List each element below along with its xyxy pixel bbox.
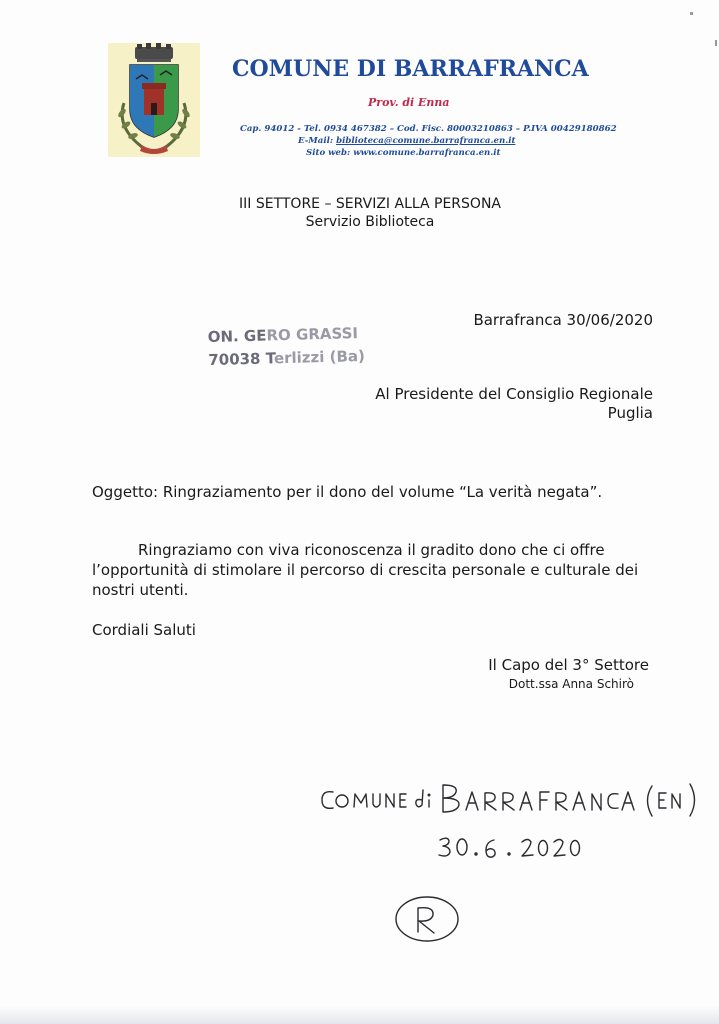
stamp-line-2-light: erlizzi (Ba): [273, 346, 366, 368]
department-title: III SETTORE – SERVIZI ALLA PERSONA: [239, 196, 501, 212]
addressee-stamp: [207, 322, 365, 372]
letter-body: [92, 540, 662, 600]
website-label: Sito web:: [306, 148, 354, 158]
email-link[interactable]: biblioteca@comune.barrafranca.en.it: [336, 136, 516, 146]
email-line: [298, 136, 515, 146]
closing-greeting: Cordiali Saluti: [92, 621, 196, 639]
service-name: Servizio Biblioteca: [305, 214, 435, 230]
stamp-line-2-dark: 70038 T: [208, 349, 275, 370]
email-label: E-Mail:: [298, 136, 337, 146]
recipient-line-2: Puglia: [607, 404, 653, 422]
handwritten-receipt-note: [300, 770, 719, 964]
letter-subject: Oggetto: Ringraziamento per il dono del volume “La verità negata”.: [92, 483, 603, 501]
place-and-date: Barrafranca 30/06/2020: [473, 311, 653, 329]
contact-details: Cap. 94012 - Tel. 0934 467382 – Cod. Fisc. 80003210863 – P.IVA 00429180862: [240, 124, 617, 134]
website-link[interactable]: www.comune.barrafranca.en.it: [353, 148, 501, 158]
municipality-name: COMUNE DI BARRAFRANCA: [232, 56, 589, 82]
letter-body-text: Ringraziamo con viva riconoscenza il gradito dono che ci offre l’opportunità di stimolare il percorso di crescita personale e culturale dei nostri utenti.: [92, 541, 639, 599]
stamp-line-1-light: RO GRASSI: [266, 324, 359, 345]
scan-speck: [715, 40, 717, 46]
handwriting-drawing: [300, 770, 719, 960]
municipal-crest-icon: [108, 43, 200, 157]
website-line: [306, 148, 501, 158]
scan-bottom-edge: [0, 1006, 719, 1024]
signatory-name: Dott.ssa Anna Schirò: [508, 677, 634, 691]
scan-speck: [690, 12, 693, 15]
recipient-line-1: Al Presidente del Consiglio Regionale: [375, 385, 653, 403]
signatory-title: Il Capo del 3° Settore: [488, 656, 649, 674]
stamp-line-2: [208, 345, 365, 372]
stamp-line-1-dark: ON. GE: [207, 326, 267, 347]
province-name: Prov. di Enna: [368, 96, 450, 109]
